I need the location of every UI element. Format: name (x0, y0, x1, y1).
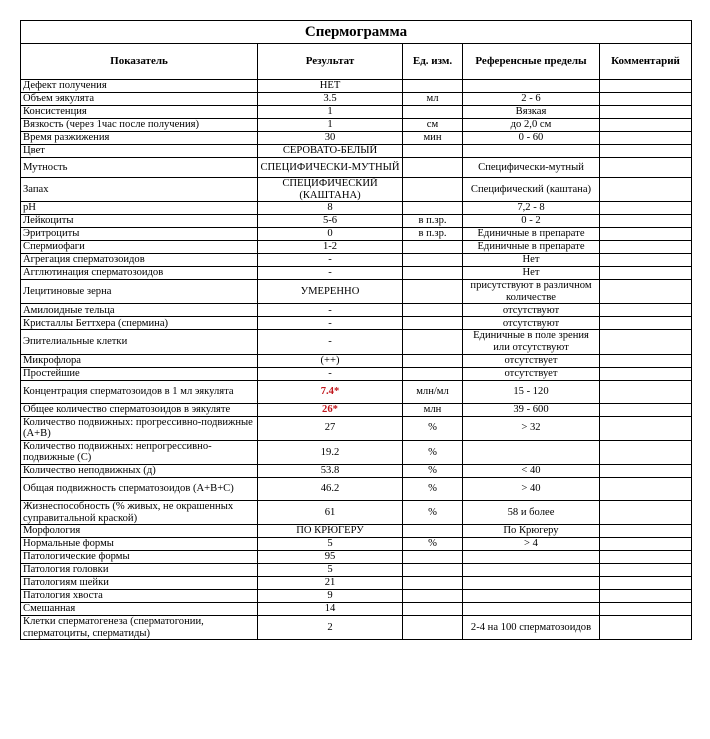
comment-cell (600, 564, 692, 577)
comment-cell (600, 158, 692, 178)
result-cell: 1 (258, 119, 403, 132)
comment-cell (600, 304, 692, 317)
comment-cell (600, 590, 692, 603)
table-row (21, 317, 692, 330)
comment-cell (600, 241, 692, 254)
parameter-cell: Общее количество сперматозоидов в эякуляте (21, 403, 258, 416)
parameter-cell: Консистенция (21, 106, 258, 119)
table-row (21, 158, 692, 178)
parameter-cell: Микрофлора (21, 354, 258, 367)
reference-cell: Нет (463, 254, 600, 267)
spermogram-table (20, 20, 692, 640)
parameter-cell: Вязкость (через 1час после получения) (21, 119, 258, 132)
table-row (21, 603, 692, 616)
table-row (21, 80, 692, 93)
unit-cell (403, 178, 463, 202)
result-cell: 19.2 (258, 440, 403, 464)
comment-cell (600, 367, 692, 380)
comment-cell (600, 280, 692, 304)
header-unit: Ед. изм. (403, 44, 463, 80)
comment-cell (600, 577, 692, 590)
parameter-cell: Дефект получения (21, 80, 258, 93)
result-cell: 26* (258, 403, 403, 416)
parameter-cell: Жизнеспособность (% живых, не окрашенных суправитальной краской) (21, 500, 258, 524)
reference-cell: < 40 (463, 464, 600, 477)
table-row (21, 304, 692, 317)
comment-cell (600, 440, 692, 464)
comment-cell (600, 330, 692, 354)
result-cell: 27 (258, 416, 403, 440)
parameter-cell: pH (21, 202, 258, 215)
result-cell: 14 (258, 603, 403, 616)
reference-cell: > 40 (463, 477, 600, 500)
reference-cell: > 4 (463, 538, 600, 551)
table-row (21, 145, 692, 158)
comment-cell (600, 80, 692, 93)
unit-cell (403, 330, 463, 354)
parameter-cell: Клетки сперматогенеза (сперматогонии, сперматоциты, сперматиды) (21, 616, 258, 640)
parameter-cell: Кристаллы Беттхера (спермина) (21, 317, 258, 330)
unit-cell (403, 551, 463, 564)
parameter-cell: Нормальные формы (21, 538, 258, 551)
reference-cell: Единичные в препарате (463, 241, 600, 254)
result-cell: 8 (258, 202, 403, 215)
comment-cell (600, 93, 692, 106)
reference-cell: Единичные в препарате (463, 228, 600, 241)
reference-cell: отсутствуют (463, 304, 600, 317)
comment-cell (600, 132, 692, 145)
result-cell: 5 (258, 538, 403, 551)
reference-cell (463, 80, 600, 93)
report-title: Спермограмма (21, 21, 692, 44)
result-cell: СЕРОВАТО-БЕЛЫЙ (258, 145, 403, 158)
parameter-cell: Патология хвоста (21, 590, 258, 603)
table-row (21, 241, 692, 254)
unit-cell (403, 525, 463, 538)
table-row (21, 119, 692, 132)
unit-cell: % (403, 416, 463, 440)
unit-cell (403, 158, 463, 178)
unit-cell: мин (403, 132, 463, 145)
table-row (21, 228, 692, 241)
unit-cell (403, 590, 463, 603)
table-row (21, 590, 692, 603)
table-row (21, 525, 692, 538)
reference-cell (463, 440, 600, 464)
result-cell: 9 (258, 590, 403, 603)
table-row (21, 267, 692, 280)
unit-cell (403, 317, 463, 330)
result-cell: 5-6 (258, 215, 403, 228)
result-cell: 30 (258, 132, 403, 145)
reference-cell (463, 603, 600, 616)
result-cell: НЕТ (258, 80, 403, 93)
result-cell: - (258, 267, 403, 280)
parameter-cell: Лецитиновые зерна (21, 280, 258, 304)
report-sheet (20, 20, 691, 640)
unit-cell: % (403, 440, 463, 464)
table-row (21, 440, 692, 464)
parameter-cell: Объем эякулята (21, 93, 258, 106)
unit-cell (403, 145, 463, 158)
result-cell: СПЕЦИФИЧЕСКИЙ (КАШТАНА) (258, 178, 403, 202)
table-row (21, 403, 692, 416)
comment-cell (600, 254, 692, 267)
reference-cell: до 2,0 см (463, 119, 600, 132)
parameter-cell: Смешанная (21, 603, 258, 616)
reference-cell: 2 - 6 (463, 93, 600, 106)
header-row (21, 44, 692, 80)
parameter-cell: Патологиям шейки (21, 577, 258, 590)
table-row (21, 464, 692, 477)
table-row (21, 538, 692, 551)
unit-cell: % (403, 477, 463, 500)
header-result: Результат (258, 44, 403, 80)
result-cell: - (258, 330, 403, 354)
result-cell: - (258, 367, 403, 380)
unit-cell: млн (403, 403, 463, 416)
result-cell: (++) (258, 354, 403, 367)
table-row (21, 280, 692, 304)
result-cell: - (258, 254, 403, 267)
reference-cell: отсутствует (463, 354, 600, 367)
table-row (21, 215, 692, 228)
result-cell: СПЕЦИФИЧЕСКИ-МУТНЫЙ (258, 158, 403, 178)
parameter-cell: Амилоидные тельца (21, 304, 258, 317)
reference-cell (463, 145, 600, 158)
reference-cell (463, 577, 600, 590)
result-cell: - (258, 304, 403, 317)
reference-cell: Нет (463, 267, 600, 280)
comment-cell (600, 317, 692, 330)
parameter-cell: Количество неподвижных (д) (21, 464, 258, 477)
result-cell: 3.5 (258, 93, 403, 106)
comment-cell (600, 500, 692, 524)
parameter-cell: Морфология (21, 525, 258, 538)
unit-cell (403, 241, 463, 254)
result-cell: 1-2 (258, 241, 403, 254)
unit-cell: в п.зр. (403, 215, 463, 228)
table-row (21, 577, 692, 590)
unit-cell (403, 254, 463, 267)
reference-cell: По Крюгеру (463, 525, 600, 538)
comment-cell (600, 202, 692, 215)
result-cell: УМЕРЕННО (258, 280, 403, 304)
unit-cell (403, 367, 463, 380)
result-cell: 1 (258, 106, 403, 119)
table-row (21, 564, 692, 577)
unit-cell: % (403, 538, 463, 551)
comment-cell (600, 228, 692, 241)
parameter-cell: Простейшие (21, 367, 258, 380)
reference-cell: 2-4 на 100 сперматозоидов (463, 616, 600, 640)
table-row (21, 616, 692, 640)
unit-cell (403, 280, 463, 304)
comment-cell (600, 267, 692, 280)
reference-cell (463, 551, 600, 564)
reference-cell: Специфический (каштана) (463, 178, 600, 202)
unit-cell: % (403, 464, 463, 477)
parameter-cell: Лейкоциты (21, 215, 258, 228)
header-parameter: Показатель (21, 44, 258, 80)
comment-cell (600, 145, 692, 158)
reference-cell (463, 590, 600, 603)
table-row (21, 93, 692, 106)
table-row (21, 254, 692, 267)
unit-cell: в п.зр. (403, 228, 463, 241)
reference-cell: 0 - 2 (463, 215, 600, 228)
reference-cell: 39 - 600 (463, 403, 600, 416)
unit-cell: % (403, 500, 463, 524)
parameter-cell: Патология головки (21, 564, 258, 577)
header-reference: Референсные пределы (463, 44, 600, 80)
unit-cell (403, 106, 463, 119)
comment-cell (600, 616, 692, 640)
unit-cell (403, 354, 463, 367)
parameter-cell: Агглютинация сперматозоидов (21, 267, 258, 280)
unit-cell: см (403, 119, 463, 132)
result-cell: 61 (258, 500, 403, 524)
parameter-cell: Время разжижения (21, 132, 258, 145)
reference-cell: Единичные в поле зрения или отсутствуют (463, 330, 600, 354)
unit-cell: мл (403, 93, 463, 106)
comment-cell (600, 106, 692, 119)
parameter-cell: Концентрация сперматозоидов в 1 мл эякулята (21, 380, 258, 403)
result-cell: 21 (258, 577, 403, 590)
table-row (21, 132, 692, 145)
result-cell: 5 (258, 564, 403, 577)
reference-cell: присутствуют в различном количестве (463, 280, 600, 304)
table-row (21, 477, 692, 500)
table-row (21, 354, 692, 367)
parameter-cell: Запах (21, 178, 258, 202)
reference-cell (463, 564, 600, 577)
parameter-cell: Общая подвижность сперматозоидов (А+В+С) (21, 477, 258, 500)
result-cell: 2 (258, 616, 403, 640)
table-row (21, 416, 692, 440)
reference-cell: отсутствуют (463, 317, 600, 330)
comment-cell (600, 525, 692, 538)
unit-cell (403, 202, 463, 215)
reference-cell: > 32 (463, 416, 600, 440)
parameter-cell: Эритроциты (21, 228, 258, 241)
unit-cell (403, 603, 463, 616)
unit-cell (403, 80, 463, 93)
unit-cell (403, 304, 463, 317)
parameter-cell: Патологические формы (21, 551, 258, 564)
table-row (21, 202, 692, 215)
result-cell: - (258, 317, 403, 330)
comment-cell (600, 178, 692, 202)
unit-cell: млн/мл (403, 380, 463, 403)
reference-cell: Специфически-мутный (463, 158, 600, 178)
comment-cell (600, 538, 692, 551)
reference-cell: Вязкая (463, 106, 600, 119)
reference-cell: отсутствует (463, 367, 600, 380)
table-row (21, 330, 692, 354)
comment-cell (600, 477, 692, 500)
reference-cell: 15 - 120 (463, 380, 600, 403)
parameter-cell: Эпителиальные клетки (21, 330, 258, 354)
comment-cell (600, 119, 692, 132)
table-row (21, 367, 692, 380)
title-row (21, 21, 692, 44)
parameter-cell: Мутность (21, 158, 258, 178)
table-row (21, 500, 692, 524)
unit-cell (403, 577, 463, 590)
reference-cell: 7,2 - 8 (463, 202, 600, 215)
comment-cell (600, 551, 692, 564)
parameter-cell: Агрегация сперматозоидов (21, 254, 258, 267)
unit-cell (403, 616, 463, 640)
comment-cell (600, 403, 692, 416)
comment-cell (600, 464, 692, 477)
reference-cell: 58 и более (463, 500, 600, 524)
parameter-cell: Спермиофаги (21, 241, 258, 254)
result-cell: ПО КРЮГЕРУ (258, 525, 403, 538)
result-cell: 53.8 (258, 464, 403, 477)
comment-cell (600, 380, 692, 403)
comment-cell (600, 416, 692, 440)
reference-cell: 0 - 60 (463, 132, 600, 145)
parameter-cell: Количество подвижных: непрогрессивно-подвижные (С) (21, 440, 258, 464)
table-row (21, 178, 692, 202)
comment-cell (600, 354, 692, 367)
unit-cell (403, 267, 463, 280)
parameter-cell: Цвет (21, 145, 258, 158)
result-cell: 0 (258, 228, 403, 241)
table-row (21, 380, 692, 403)
comment-cell (600, 603, 692, 616)
header-comment: Комментарий (600, 44, 692, 80)
result-cell: 95 (258, 551, 403, 564)
unit-cell (403, 564, 463, 577)
comment-cell (600, 215, 692, 228)
result-cell: 46.2 (258, 477, 403, 500)
table-row (21, 551, 692, 564)
parameter-cell: Количество подвижных: прогрессивно-подвижные (А+В) (21, 416, 258, 440)
result-cell: 7.4* (258, 380, 403, 403)
table-row (21, 106, 692, 119)
